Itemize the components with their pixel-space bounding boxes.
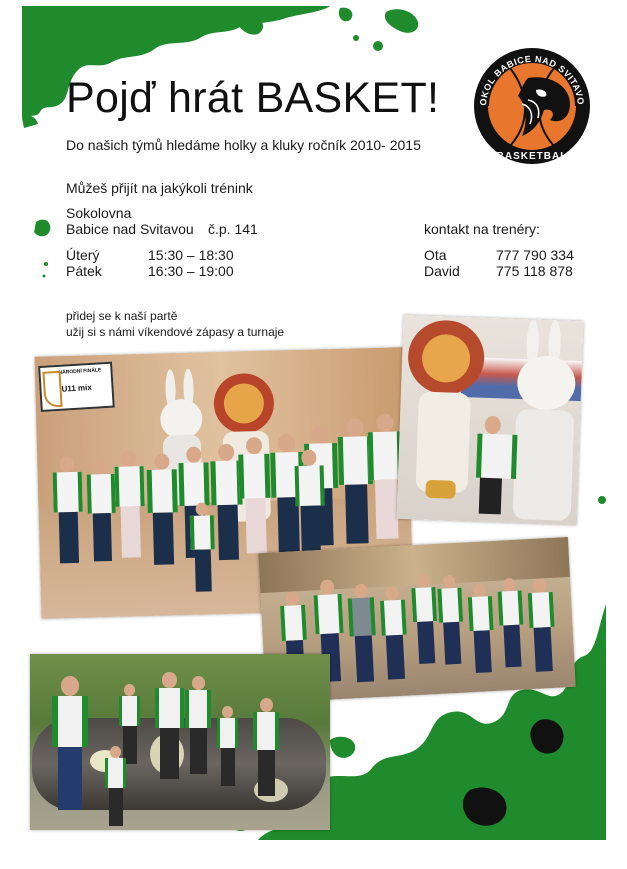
invite-line-1: přidej se k naší partě: [66, 309, 178, 323]
schedule-day: Pátek: [66, 263, 102, 279]
player: [51, 456, 85, 567]
outdoor-photo: [30, 654, 330, 830]
logo-bottom-text: BASKETBAL: [496, 151, 568, 162]
basketball-court-icon: [42, 371, 62, 408]
player: [104, 746, 127, 829]
contact-name: David: [424, 263, 460, 279]
player: [496, 577, 527, 670]
contact-name: Ota: [424, 247, 447, 263]
schedule-day: Úterý: [66, 247, 100, 263]
schedule-time: 16:30 – 19:00: [148, 263, 234, 279]
player: [378, 586, 410, 684]
badge-label: U11 mix: [61, 382, 93, 394]
player: [145, 453, 180, 569]
club-logo: [470, 44, 594, 168]
venue-address: Babice nad Svitavou: [66, 221, 194, 237]
contact-phone: 777 790 334: [496, 247, 574, 263]
player: [526, 578, 558, 676]
player: [216, 706, 239, 789]
bunny-mascot: [506, 319, 583, 525]
contact-phone: 775 118 878: [496, 263, 573, 279]
player: [154, 672, 185, 782]
player: [189, 502, 217, 595]
player: [473, 416, 510, 517]
badge-top-text: NÁRODNÍ FINÁLE: [58, 367, 102, 376]
subtitle: Do našich týmů hledáme holky a kluky ročník 2010- 2015: [66, 137, 421, 153]
contacts-heading: kontakt na trenéry:: [424, 221, 540, 237]
player: [436, 575, 467, 668]
player: [252, 698, 281, 799]
player: [50, 676, 89, 814]
player: [346, 583, 380, 686]
player: [184, 676, 213, 777]
invite-line-2: užij si s námi víkendové zápasy a turnaje: [66, 325, 285, 339]
venue-name: Sokolovna: [66, 205, 132, 221]
logo-ring-text: OKOL BABICE NAD SVITAVO: [477, 53, 587, 107]
page-title: Pojď hrát BASKET!: [66, 74, 440, 122]
player-mascots-photo: [396, 315, 583, 525]
venue-number: č.p. 141: [208, 221, 258, 237]
player: [237, 437, 274, 557]
player: [293, 449, 327, 560]
player: [113, 450, 147, 561]
any-training-text: Můžeš přijít na jakýkoli trénink: [66, 180, 253, 196]
tournament-badge: [38, 362, 115, 412]
schedule-time: 15:30 – 18:30: [148, 247, 234, 263]
player: [466, 583, 497, 676]
